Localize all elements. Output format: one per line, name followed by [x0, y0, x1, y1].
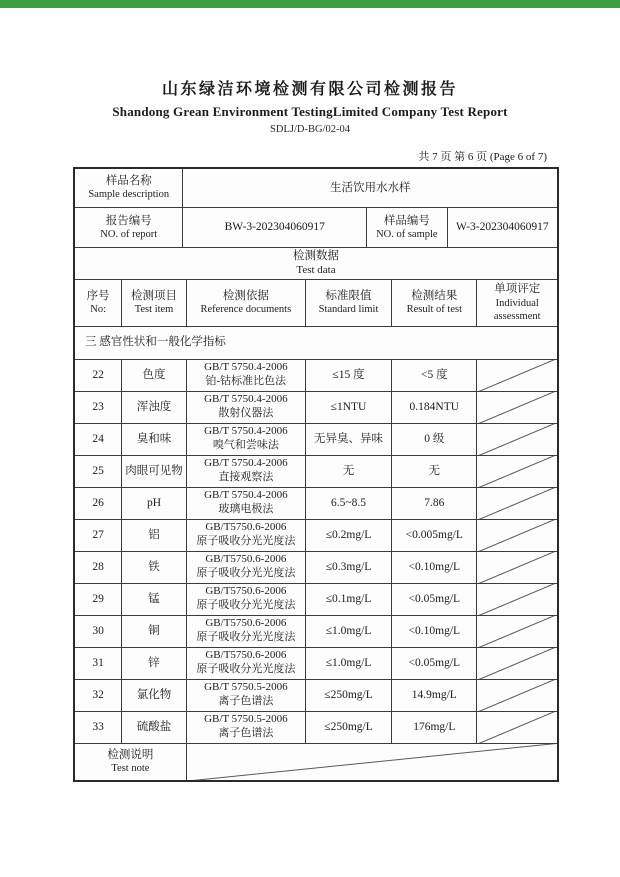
limit-cell: ≤250mg/L [305, 711, 391, 743]
page-title-english: Shandong Grean Environment TestingLimited Company Test Report [112, 104, 508, 119]
row-number-cell: 31 [75, 647, 122, 679]
header-en: Individual assessment [493, 297, 541, 322]
reference-standard: GB/T 5750.4-2006 [204, 393, 288, 406]
page-title: 山东绿洁环境检测有限公司检测报告 [161, 81, 458, 98]
result-cell: <0.05mg/L [392, 647, 477, 679]
result-cell: <0.10mg/L [392, 615, 477, 647]
diagonal-line [477, 616, 557, 647]
diagonal-line [477, 392, 557, 423]
label-en: NO. of sample [376, 228, 438, 240]
table-row [75, 679, 557, 711]
header-cn: 检测结果 [411, 290, 458, 302]
result-cell: <0.005mg/L [392, 519, 477, 551]
reference-standard: GB/T5750.6-2006 [205, 521, 287, 534]
table-header-row [75, 280, 557, 326]
assessment-cell [477, 487, 557, 519]
limit-cell: ≤0.1mg/L [305, 583, 391, 615]
sample-no-label [367, 207, 447, 247]
reference-cell [186, 391, 305, 423]
limit-cell: 无异臭、异味 [305, 423, 391, 455]
limit-cell: 无 [305, 455, 391, 487]
row-number-cell: 30 [75, 615, 122, 647]
report-table [73, 167, 559, 782]
sample-no-value: W-3-202304060917 [447, 207, 557, 247]
result-cell: 0 级 [392, 423, 477, 455]
reference-method: 散射仪器法 [218, 407, 274, 419]
assessment-cell [477, 359, 557, 391]
limit-cell: ≤1.0mg/L [305, 647, 391, 679]
limit-cell: ≤0.2mg/L [305, 519, 391, 551]
label-en: Test note [111, 763, 150, 775]
reference-method: 原子吸收分光光度法 [196, 535, 296, 547]
test-item-cell: pH [122, 487, 187, 519]
limit-cell: ≤15 度 [305, 359, 391, 391]
assessment-cell [477, 455, 557, 487]
diagonal-line [477, 456, 557, 487]
section-title: 三 感官性状和一般化学指标 [75, 326, 557, 359]
sample-description-value: 生活饮用水水样 [183, 169, 557, 207]
header-en: Test item [134, 304, 174, 316]
table-row [75, 711, 557, 743]
top-accent-bar [0, 0, 620, 8]
reference-method: 离子色谱法 [218, 727, 274, 739]
test-note-label [75, 743, 186, 780]
label-en: NO. of report [100, 228, 158, 240]
row-number-cell: 32 [75, 679, 122, 711]
test-item-cell: 臭和味 [122, 423, 187, 455]
reference-cell [186, 647, 305, 679]
header-test-item [122, 280, 187, 326]
assessment-cell [477, 711, 557, 743]
header-standard-limit [305, 280, 391, 326]
assessment-cell [477, 583, 557, 615]
reference-standard: GB/T5750.6-2006 [205, 649, 287, 662]
row-number-cell: 22 [75, 359, 122, 391]
assessment-cell [477, 519, 557, 551]
header-cn: 单项评定 [494, 283, 541, 296]
test-data-table [75, 280, 557, 780]
assessment-cell [477, 679, 557, 711]
header-en: Standard limit [318, 304, 379, 316]
label-cn: 报告编号 [105, 214, 152, 227]
diagonal-line [477, 648, 557, 679]
test-note-row [75, 743, 557, 780]
sample-info-table [75, 169, 557, 247]
report-header [0, 0, 620, 135]
reference-standard: GB/T 5750.4-2006 [204, 489, 288, 502]
row-number-cell: 29 [75, 583, 122, 615]
header-result [392, 280, 477, 326]
label-cn: 样品编号 [383, 214, 430, 227]
assessment-cell [477, 615, 557, 647]
diagonal-line [477, 520, 557, 551]
limit-cell: ≤1NTU [305, 391, 391, 423]
reference-method: 直接观察法 [218, 471, 274, 483]
test-item-cell: 肉眼可见物 [122, 455, 187, 487]
reference-method: 原子吸收分光光度法 [196, 631, 296, 643]
row-number-cell: 24 [75, 423, 122, 455]
table-row [75, 615, 557, 647]
title-cn: 检测数据 [293, 250, 339, 263]
reference-cell [186, 487, 305, 519]
test-item-cell: 色度 [122, 359, 187, 391]
test-item-cell: 锰 [122, 583, 187, 615]
result-cell: 176mg/L [392, 711, 477, 743]
sample-description-label [75, 169, 183, 207]
limit-cell: ≤0.3mg/L [305, 551, 391, 583]
row-number-cell: 23 [75, 391, 122, 423]
header-cn: 检测项目 [131, 290, 178, 302]
reference-method: 原子吸收分光光度法 [196, 599, 296, 611]
assessment-cell [477, 423, 557, 455]
test-item-cell: 浑浊度 [122, 391, 187, 423]
result-cell: 14.9mg/L [392, 679, 477, 711]
reference-method: 玻璃电极法 [218, 503, 274, 515]
table-row [75, 455, 557, 487]
test-item-cell: 铜 [122, 615, 187, 647]
row-number-cell: 28 [75, 551, 122, 583]
diagonal-line [187, 744, 557, 781]
reference-standard: GB/T5750.6-2006 [205, 553, 287, 566]
reference-cell [186, 583, 305, 615]
row-number-cell: 33 [75, 711, 122, 743]
reference-cell [186, 519, 305, 551]
table-row [75, 359, 557, 391]
diagonal-line [477, 712, 557, 743]
header-reference [186, 280, 305, 326]
reference-cell [186, 455, 305, 487]
row-number-cell: 26 [75, 487, 122, 519]
assessment-cell [477, 647, 557, 679]
diagonal-line [477, 424, 557, 455]
reference-standard: GB/T5750.6-2006 [205, 617, 287, 630]
limit-cell: 6.5~8.5 [305, 487, 391, 519]
reference-standard: GB/T 5750.5-2006 [204, 713, 288, 726]
header-en: No: [90, 304, 106, 316]
table-row [75, 207, 557, 247]
label-en: Sample description [88, 189, 170, 201]
header-no [75, 280, 122, 326]
reference-method: 嗅气和尝味法 [212, 439, 279, 451]
reference-cell [186, 359, 305, 391]
reference-cell [186, 615, 305, 647]
table-row [75, 647, 557, 679]
table-row [75, 391, 557, 423]
header-assessment [477, 280, 557, 326]
limit-cell: ≤1.0mg/L [305, 615, 391, 647]
test-item-cell: 锌 [122, 647, 187, 679]
page-number: 共 7 页 第 6 页 (Page 6 of 7) [418, 151, 547, 163]
limit-cell: ≤250mg/L [305, 679, 391, 711]
reference-cell [186, 711, 305, 743]
report-no-label [75, 207, 183, 247]
header-cn: 标准限值 [325, 290, 372, 302]
test-note-value [186, 743, 557, 780]
diagonal-line [477, 552, 557, 583]
reference-method: 离子色谱法 [218, 695, 274, 707]
section-header-row [75, 326, 557, 359]
result-cell: <0.10mg/L [392, 551, 477, 583]
test-item-cell: 氯化物 [122, 679, 187, 711]
reference-standard: GB/T 5750.4-2006 [204, 361, 288, 374]
row-number-cell: 27 [75, 519, 122, 551]
row-number-cell: 25 [75, 455, 122, 487]
table-row [75, 423, 557, 455]
header-en: Result of test [406, 304, 462, 316]
result-cell: 0.184NTU [392, 391, 477, 423]
result-cell: 7.86 [392, 487, 477, 519]
table-row [75, 519, 557, 551]
table-row [75, 169, 557, 207]
reference-cell [186, 679, 305, 711]
reference-standard: GB/T 5750.4-2006 [204, 425, 288, 438]
reference-cell [186, 423, 305, 455]
diagonal-line [477, 360, 557, 391]
result-cell: <5 度 [392, 359, 477, 391]
diagonal-line [477, 680, 557, 711]
reference-method: 原子吸收分光光度法 [196, 663, 296, 675]
result-cell: 无 [392, 455, 477, 487]
test-item-cell: 硫酸盐 [122, 711, 187, 743]
assessment-cell [477, 551, 557, 583]
reference-standard: GB/T5750.6-2006 [205, 585, 287, 598]
reference-cell [186, 551, 305, 583]
header-cn: 序号 [86, 290, 110, 302]
test-item-cell: 铁 [122, 551, 187, 583]
reference-method: 原子吸收分光光度法 [196, 567, 296, 579]
test-data-title [75, 247, 557, 280]
result-cell: <0.05mg/L [392, 583, 477, 615]
document-code: SDLJ/D-BG/02-04 [270, 124, 350, 135]
diagonal-line [477, 584, 557, 615]
title-en: Test data [296, 263, 336, 276]
header-en: Reference documents [200, 304, 292, 316]
reference-standard: GB/T 5750.5-2006 [204, 681, 288, 694]
diagonal-line [477, 488, 557, 519]
report-no-value: BW-3-202304060917 [183, 207, 367, 247]
table-row [75, 583, 557, 615]
assessment-cell [477, 391, 557, 423]
test-item-cell: 铝 [122, 519, 187, 551]
header-cn: 检测依据 [222, 290, 269, 302]
reference-standard: GB/T 5750.4-2006 [204, 457, 288, 470]
reference-method: 铂-钴标准比色法 [205, 375, 287, 387]
table-row [75, 487, 557, 519]
table-row [75, 551, 557, 583]
label-cn: 样品名称 [105, 175, 152, 187]
label-cn: 检测说明 [107, 749, 154, 761]
